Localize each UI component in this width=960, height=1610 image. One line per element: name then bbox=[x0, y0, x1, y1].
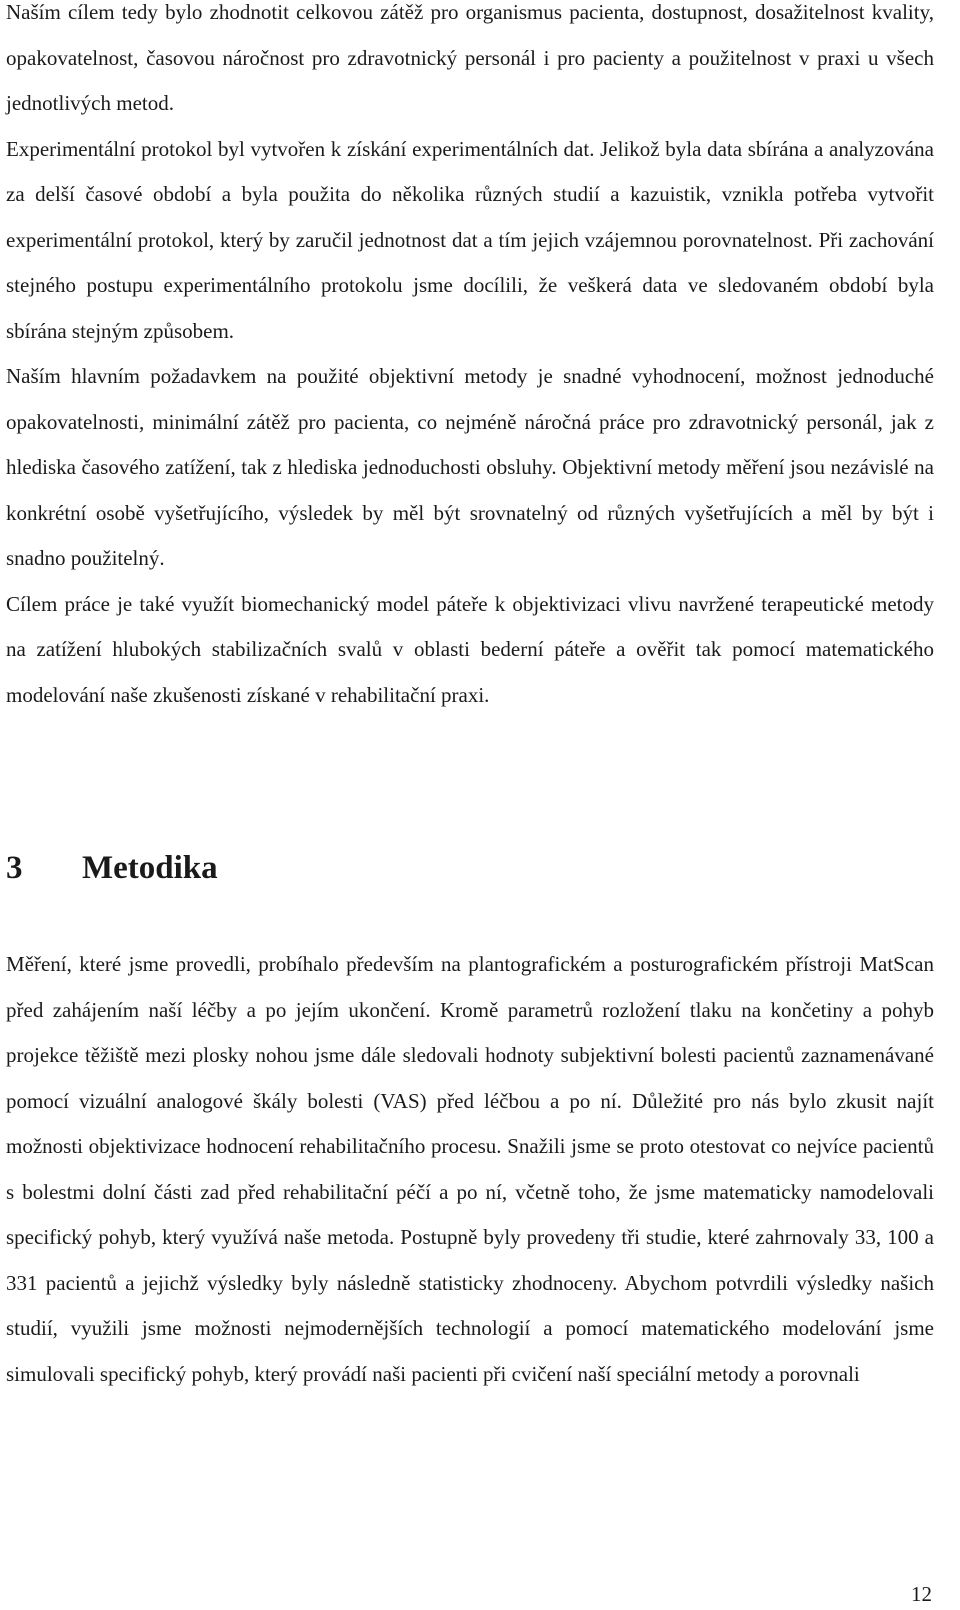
page-number: 12 bbox=[911, 1582, 932, 1606]
section-title: Metodika bbox=[82, 850, 218, 886]
paragraph-requirements: Naším hlavním požadavkem na použité objektivní metody je snadné vyhodnocení, možnost jednoduché opakovatelnosti, minimální zátěž pro pacienta, co nejméně náročná práce pro zdravotnický personál, jak z hlediska časového zatížení, tak z hlediska jednoduchosti obsluhy. Objektivní metody měření jsou nezávislé na konkrétní osobě vyšetřujícího, výsledek by měl být srovnatelný od různých vyšetřujících a měl by být i snadno použitelný. bbox=[6, 364, 934, 570]
document-page bbox=[6, 0, 934, 1386]
paragraph-aim: Cílem práce je také využít biomechanický model páteře k objektivizaci vlivu navržené terapeutické metody na zatížení hlubokých stabilizačních svalů v oblasti bederní páteře a ověřit tak pomocí matematického modelování naše zkušenosti získané v rehabilitační praxi. bbox=[6, 591, 934, 707]
section-body bbox=[6, 942, 934, 1397]
section-heading bbox=[6, 848, 218, 888]
paragraph-methodology: Měření, které jsme provedli, probíhalo především na plantografickém a posturografickém přístroji MatScan před zahájením naší léčby a po jejím ukončení. Kromě parametrů rozložení tlaku na končetiny a pohyb projekce těžiště mezi plosky nohou jsme dále sledovali hodnoty subjektivní bolesti pacientů zaznamenávané pomocí vizuální analogové škály bolesti (VAS) před léčbou a po ní. Důležité pro nás bylo zkusit najít možnosti objektivizace hodnocení rehabilitačního procesu. Snažili jsme se proto otestovat co nejvíce pacientů s bolestmi dolní části zad před rehabilitační péčí a po ní, včetně toho, že jsme matematicky namodelovali specifický pohyb, který využívá naše metoda. Postupně byly provedeny tři studie, které zahrnovaly 33, 100 a 331 pacientů a jejichž výsledky byly následně statisticky zhodnoceny. Abychom potvrdili výsledky našich studií, využili jsme možnosti nejmodernějších technologií a pomocí matematického modelování jsme simulovali specifický pohyb, který provádí naši pacienti při cvičení naší speciální metody a porovnali bbox=[6, 952, 934, 1386]
paragraph-goals: Naším cílem tedy bylo zhodnotit celkovou zátěž pro organismus pacienta, dostupnost, dosažitelnost kvality, opakovatelnost, časovou náročnost pro zdravotnický personál i pro pacienty a použitelnost v praxi u všech jednotlivých metod. bbox=[6, 0, 934, 115]
section-number: 3 bbox=[6, 850, 23, 886]
paragraph-protocol: Experimentální protokol byl vytvořen k získání experimentálních dat. Jelikož byla data sbírána a analyzována za delší časové období a byla použita do několika různých studií a kazuistik, vznikla potřeba vytvořit experimentální protokol, který by zaručil jednotnost dat a tím jejich vzájemnou porovnatelnost. Při zachování stejného postupu experimentálního protokolu jsme docílili, že veškerá data ve sledovaném období byla sbírána stejným způsobem. bbox=[6, 136, 934, 343]
